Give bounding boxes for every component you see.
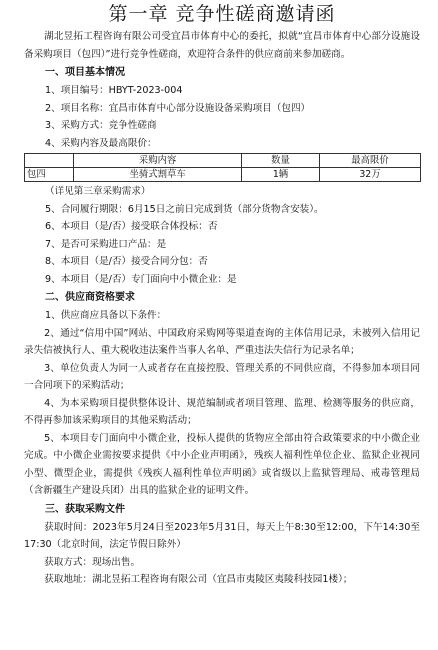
chapter-title: 第一章 竞争性磋商邀请函: [108, 3, 336, 25]
table-header-cell: [25, 154, 74, 168]
procurement-method: 3、采购方式：竞争性磋商: [45, 120, 157, 131]
subcontracting: 8、本项目（是/否）接受合同分包：否: [45, 256, 208, 267]
procurement-table: [24, 153, 421, 182]
consortium-bid: 6、本项目（是/否）接受联合体投标：否: [45, 221, 218, 232]
qualification-item: 3、单位负责人为同一人或者存在直接控股、管理关系的不同供应商，不得参加本项目同一合同项下的采购活动；: [24, 362, 420, 391]
section-heading-basic-info: 一、项目基本情况: [45, 67, 125, 78]
section-heading-obtain-documents: 三、获取采购文件: [45, 503, 125, 515]
contract-period: 5、合同履行期限：6月15日之前日完成到货（部分货物含安装）。: [45, 203, 324, 215]
qualification-item: 5、本项目专门面向中小微企业，投标人提供的货物应全部由符合政策要求的中小微企业完成。中小微企业需按要求提供《中小企业声明函》，残疾人福利性单位企业、监狱企业视同小型、微型企业，需提供《残疾人福利性单位声明函》或省级以上监狱管理局、戒毒管理局（含新疆生产建设兵团）出具的监狱企业的证明文件。: [24, 432, 420, 496]
qualification-item: 4、为本采购项目提供整体设计、规范编制或者项目管理、监理、检测等服务的供应商，不得再参加该采购项目的其他采购活动；: [24, 397, 420, 426]
intro-paragraph: 湖北昱拓工程咨询有限公司受宜昌市体育中心的委托，拟就“宜昌市体育中心部分设施设备采购项目（包四）”进行竞争性磋商，欢迎符合条件的供应商前来参加磋商。: [24, 31, 420, 60]
table-cell-content: 坐骑式割草车: [74, 168, 242, 182]
table-cell-max-price: 32万: [319, 168, 420, 182]
table-header-cell: 数量: [242, 154, 320, 168]
table-header-cell: 最高限价: [319, 154, 420, 168]
obtain-method: 获取方式：现场出售。: [44, 556, 141, 568]
obtain-time: 获取时间：2023年5月24日至2023年5月31日，每天上午8:30至12:00，下午14:30至17:30（北京时间，法定节假日除外）: [24, 521, 420, 550]
table-row: [25, 168, 421, 182]
section-heading-qualification: 二、供应商资格要求: [45, 292, 135, 303]
table-note: （详见第三章采购需求）: [45, 186, 151, 197]
table-header-row: [25, 154, 421, 168]
qualification-item: 2、通过“信用中国”网站、中国政府采购网等渠道查询的主体信用记录，未被列入信用记录失信被执行人、重大税收违法案件当事人名单、严重违法失信行为记录名单；: [24, 327, 420, 356]
table-cell-quantity: 1辆: [242, 168, 320, 182]
procurement-content-label: 4、采购内容及最高限价：: [45, 137, 157, 149]
table-cell-package: 包四: [25, 168, 74, 182]
imported-products: 7、是否可采购进口产品：是: [45, 238, 167, 250]
sme-only: 9、本项目（是/否）专门面向中小微企业：是: [45, 273, 237, 285]
table-header-cell: 采购内容: [74, 154, 242, 168]
project-name: 2、项目名称：宜昌市体育中心部分设施设备采购项目（包四）: [45, 102, 311, 114]
obtain-address: 获取地址：湖北昱拓工程咨询有限公司（宜昌市夷陵区夷陵科技园1楼）；: [44, 574, 353, 585]
project-number: 1、项目编号：HBYT-2023-004: [45, 85, 183, 96]
qualification-item: 1、供应商应具备以下条件：: [45, 310, 167, 321]
